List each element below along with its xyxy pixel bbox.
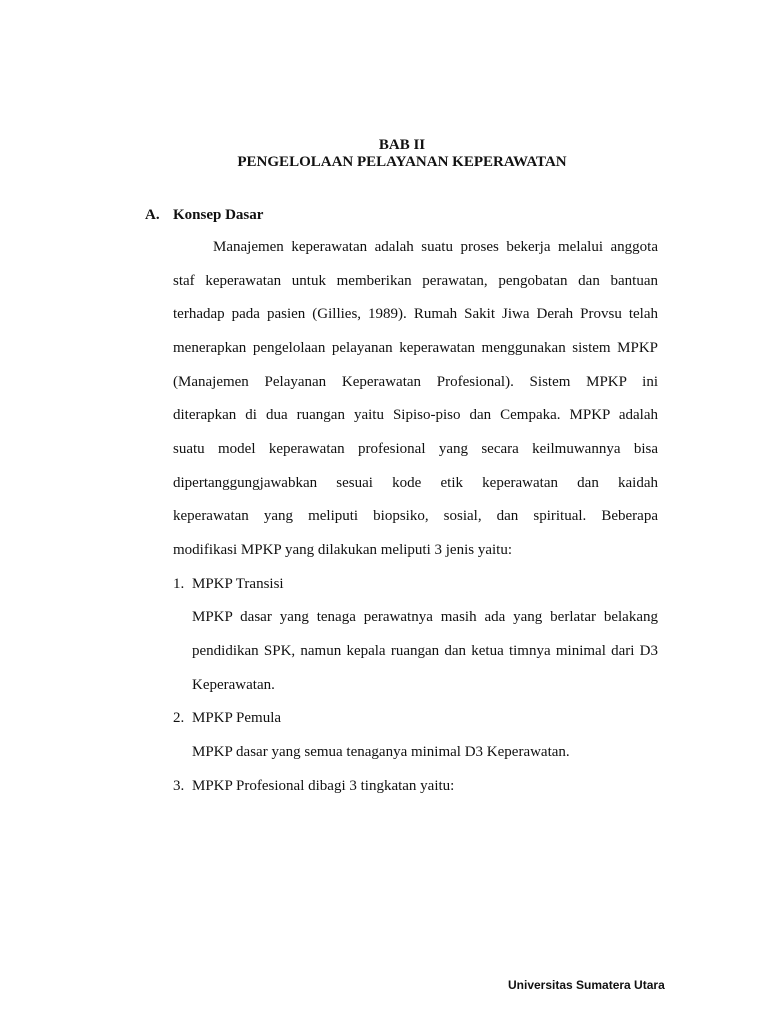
paragraph-line: dipertanggungjawabkan sesuai kode etik keperawatan dan kaidah — [173, 475, 658, 491]
list-item-desc-line: Keperawatan. — [192, 677, 275, 693]
paragraph-line: diterapkan di dua ruangan yaitu Sipiso-piso dan Cempaka. MPKP adalah — [173, 407, 658, 423]
footer-institution: Universitas Sumatera Utara — [508, 978, 665, 992]
list-item-number: 1. — [173, 576, 185, 592]
list-item-label: MPKP Profesional dibagi 3 tingkatan yaitu: — [192, 778, 455, 794]
paragraph-line: staf keperawatan untuk memberikan perawatan, pengobatan dan bantuan — [173, 273, 658, 289]
section-letter: A. — [145, 207, 160, 223]
list-item-number: 3. — [173, 778, 185, 794]
paragraph-line: keperawatan yang meliputi biopsiko, sosial, dan spiritual. Beberapa — [173, 508, 658, 524]
paragraph-line: suatu model keperawatan profesional yang secara keilmuwannya bisa — [173, 441, 658, 457]
chapter-number: BAB II — [378, 137, 426, 153]
list-item-desc-line: pendidikan SPK, namun kepala ruangan dan ketua timnya minimal dari D3 — [192, 643, 658, 659]
paragraph-line: menerapkan pengelolaan pelayanan keperawatan menggunakan sistem MPKP — [173, 340, 658, 356]
paragraph-line: Manajemen keperawatan adalah suatu proses bekerja melalui anggota — [213, 239, 658, 255]
section-title: Konsep Dasar — [173, 207, 264, 223]
list-item-number: 2. — [173, 710, 185, 726]
list-item-label: MPKP Pemula — [192, 710, 282, 726]
list-item-desc-line: MPKP dasar yang semua tenaganya minimal D3 Keperawatan. — [192, 744, 570, 760]
paragraph-line: modifikasi MPKP yang dilakukan meliputi 3 jenis yaitu: — [173, 542, 513, 558]
chapter-title: PENGELOLAAN PELAYANAN KEPERAWATAN — [237, 154, 567, 170]
paragraph-line: terhadap pada pasien (Gillies, 1989). Rumah Sakit Jiwa Derah Provsu telah — [173, 306, 658, 322]
list-item-label: MPKP Transisi — [192, 576, 284, 592]
paragraph-line: (Manajemen Pelayanan Keperawatan Profesional). Sistem MPKP ini — [173, 374, 658, 390]
list-item-desc-line: MPKP dasar yang tenaga perawatnya masih ada yang berlatar belakang — [192, 609, 658, 625]
